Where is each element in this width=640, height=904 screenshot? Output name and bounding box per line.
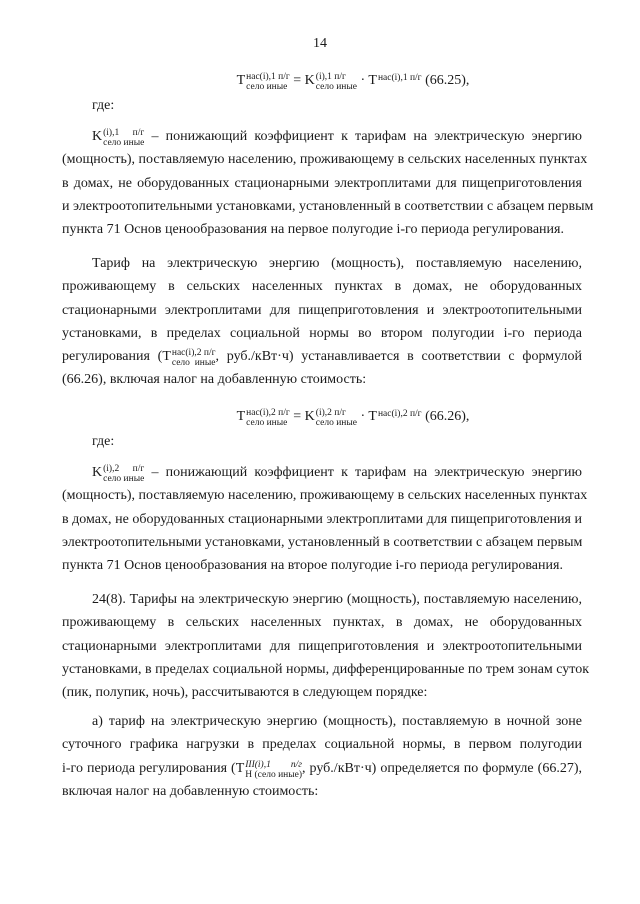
formula-lhs-subscript: село иные xyxy=(246,418,288,428)
formula-multiply: · xyxy=(360,73,366,88)
k-superscript: (i),1 п/г xyxy=(103,128,145,138)
formula-equals: = xyxy=(293,73,302,88)
paragraph-line: пункта 71 Основ ценообразования на второе полугодие i-го периода регулирования. xyxy=(62,558,563,574)
paragraph-line: K (i),2 п/г село иные – понижающий коэффициент к тарифам на электрическую энергию xyxy=(92,464,582,484)
formula-lhs-symbol: T xyxy=(236,409,246,424)
paragraph-line: стационарными электроплитами для пищеприготовления и электроотопительными xyxy=(62,302,582,318)
where-label: где: xyxy=(92,434,115,449)
paragraph-line: и электроотопительными установками, установленный в соответствии с абзацем первым xyxy=(62,198,594,214)
paragraph-line: (66.26), включая налог на добавленную стоимость: xyxy=(62,372,367,388)
paragraph-line: (мощность), поставляемую населению, проживающему в сельских населенных пунктах xyxy=(62,488,588,504)
paragraph-tariff-second-half xyxy=(62,252,582,392)
formula-k-superscript: (i),2 п/г xyxy=(315,408,346,418)
paragraph-line: установками, в пределах социальной нормы во втором полугодии i-го периода xyxy=(62,325,582,341)
paragraph-line: а) тариф на электрическую энергию (мощность), поставляемую в ночной зоне xyxy=(92,714,582,729)
formula-equals: = xyxy=(293,409,302,424)
formula-rhs-symbol: T xyxy=(368,73,377,88)
where-label: где: xyxy=(92,98,115,113)
formula-k-symbol: K xyxy=(304,73,315,88)
formula-rhs-superscript: нас(i),2 п/г xyxy=(377,409,422,419)
formula-number: (66.26), xyxy=(425,409,470,424)
paragraph-line: установками, в пределах социальной нормы, дифференцированные по трем зонам суток xyxy=(62,661,590,677)
formula-k-superscript: (i),1 п/г xyxy=(315,72,346,82)
k-superscript: (i),2 п/г xyxy=(103,464,145,474)
paragraph-line: (мощность), поставляемую населению, проживающему в сельских населенных пунктах xyxy=(62,152,588,168)
paragraph-line: стационарными электроплитами для пищеприготовления и электроотопительными xyxy=(62,638,582,654)
paragraph-line: регулирования (T нас(i),2 п/г село иные , руб./кВт·ч) устанавливается в соответствии с формулой xyxy=(62,348,582,369)
formula-rhs-symbol: T xyxy=(368,409,377,424)
paragraph-line: в домах, не оборудованных стационарными электроплитами для пищеприготовления xyxy=(62,175,582,191)
paragraph-item-a xyxy=(62,710,582,803)
paragraph-line: проживающему в сельских населенных пунктах в домах, не оборудованных xyxy=(62,279,582,295)
paragraph-line: 24(8). Тарифы на электрическую энергию (мощность), поставляемую населению, xyxy=(92,592,582,607)
formula-k-subscript: село иные xyxy=(315,418,357,428)
formula-k-subscript: село иные xyxy=(315,82,357,92)
paragraph-line: проживающему в сельских населенных пунктах, в домах, не оборудованных xyxy=(62,615,582,631)
paragraph-24-8 xyxy=(62,588,590,704)
formula-66-26 xyxy=(0,408,640,428)
paragraph-line: Тариф на электрическую энергию (мощность), поставляемую населению, xyxy=(92,256,582,271)
formula-lhs-symbol: T xyxy=(236,73,246,88)
formula-multiply: · xyxy=(360,409,366,424)
page-number: 14 xyxy=(313,36,327,51)
paragraph-line: в домах, не оборудованных стационарными электроплитами для пищеприготовления и xyxy=(62,511,582,527)
paragraph-line: (пик, полупик, ночь), рассчитываются в следующем порядке: xyxy=(62,685,428,701)
formula-lhs-superscript: нас(i),2 п/г xyxy=(246,408,290,418)
paragraph-k2-definition xyxy=(62,461,588,577)
paragraph-line: K (i),1 п/г село иные – понижающий коэффициент к тарифам на электрическую энергию xyxy=(92,128,582,148)
k-subscript: село иные xyxy=(103,474,145,484)
paragraph-line: суточного графика нагрузки в пределах социальной нормы, в первом полугодии xyxy=(62,737,582,753)
formula-lhs-superscript: нас(i),1 п/г xyxy=(246,72,290,82)
formula-number: (66.25), xyxy=(425,73,470,88)
formula-lhs-subscript: село иные xyxy=(246,82,288,92)
formula-rhs-superscript: нас(i),1 п/г xyxy=(377,73,422,83)
paragraph-line: включая налог на добавленную стоимость: xyxy=(62,783,319,799)
formula-66-25 xyxy=(0,72,640,92)
formula-k-symbol: K xyxy=(304,409,315,424)
paragraph-line: электроотопительными установками, установленный в соответствии с абзацем первым xyxy=(62,534,583,550)
k-subscript: село иные xyxy=(103,138,145,148)
paragraph-line: i-го периода регулирования (T III(i),1 п/г Н (село иные) , руб./кВт·ч) определяется по формуле (66.27), xyxy=(62,759,582,780)
paragraph-line: пункта 71 Основ ценообразования на первое полугодие i-го периода регулирования. xyxy=(62,222,564,238)
paragraph-k1-definition xyxy=(62,125,594,241)
